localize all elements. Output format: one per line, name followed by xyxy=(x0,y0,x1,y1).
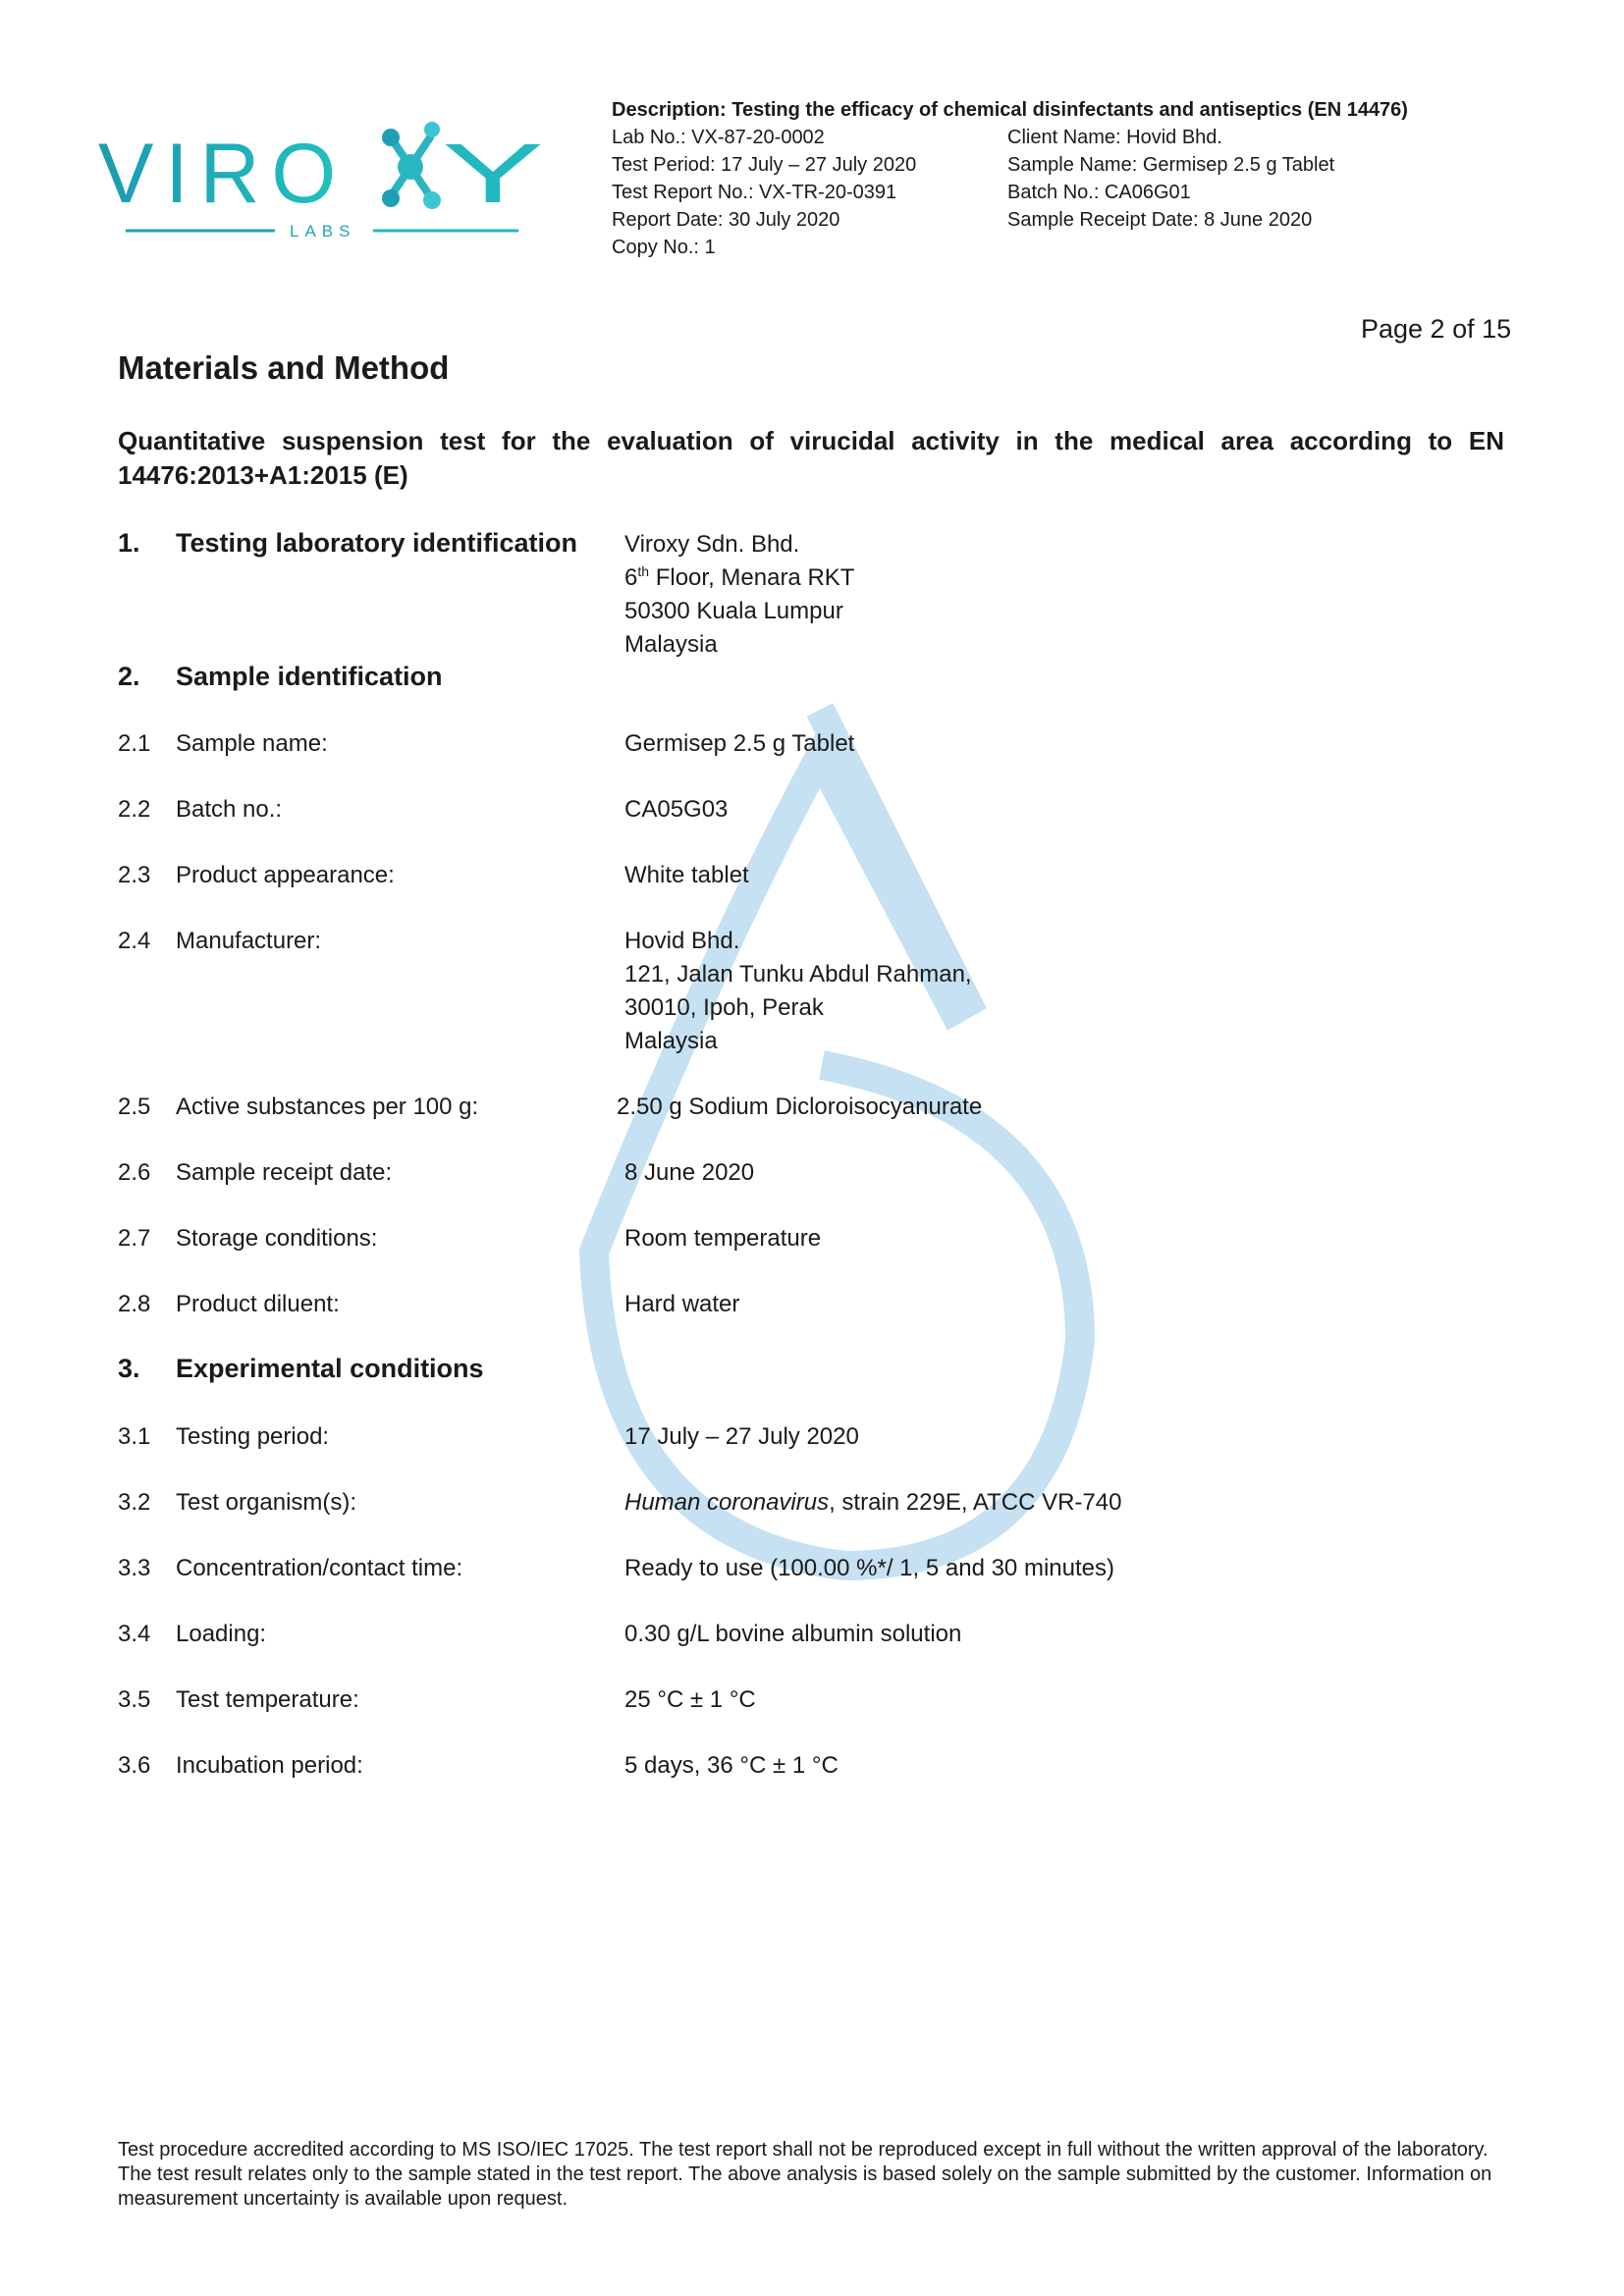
field-label: Manufacturer: xyxy=(176,928,322,954)
section-label: Sample identification xyxy=(176,662,443,691)
field-number: 2.1 xyxy=(118,730,151,757)
field-label: Test organism(s): xyxy=(176,1489,357,1516)
field-number: 3.2 xyxy=(118,1489,151,1516)
section-number: 1. xyxy=(118,528,140,558)
field-value: 25 °C ± 1 °C xyxy=(624,1686,756,1713)
field-value: Germisep 2.5 g Tablet xyxy=(624,730,855,757)
header-description: Description: Testing the efficacy of chemical disinfectants and antiseptics (EN 14476) xyxy=(612,99,1408,121)
field-label: Storage conditions: xyxy=(176,1225,378,1252)
manufacturer-line: Hovid Bhd. xyxy=(624,928,740,954)
field-label: Sample receipt date: xyxy=(176,1159,393,1186)
drop-watermark-icon xyxy=(565,702,1095,1595)
svg-text:VIRO: VIRO xyxy=(98,127,348,221)
field-number: 3.4 xyxy=(118,1621,151,1647)
field-number: 3.6 xyxy=(118,1752,151,1779)
client-name: Client Name: Hovid Bhd. xyxy=(1007,127,1222,148)
field-number: 2.5 xyxy=(118,1094,151,1120)
sample-receipt-date-header: Sample Receipt Date: 8 June 2020 xyxy=(1007,209,1313,231)
field-value: 8 June 2020 xyxy=(624,1159,755,1186)
field-value: CA05G03 xyxy=(624,796,729,823)
manufacturer-line: Malaysia xyxy=(624,1028,718,1054)
field-label: Product appearance: xyxy=(176,862,395,888)
field-number: 2.7 xyxy=(118,1225,151,1252)
report-date: Report Date: 30 July 2020 xyxy=(612,209,840,231)
sample-name-header: Sample Name: Germisep 2.5 g Tablet xyxy=(1007,154,1335,176)
subtitle: Quantitative suspension test for the evaluation of virucidal activity in the medical area according to EN 14476:2013+A1:2015 (E) xyxy=(118,426,1504,490)
field-number: 2.3 xyxy=(118,862,151,888)
section-number: 3. xyxy=(118,1354,140,1383)
field-value: 5 days, 36 °C ± 1 °C xyxy=(624,1752,839,1779)
field-label: Active substances per 100 g: xyxy=(176,1094,479,1120)
section-label: Testing laboratory identification xyxy=(176,528,578,558)
section-label: Experimental conditions xyxy=(176,1354,484,1383)
field-label: Test temperature: xyxy=(176,1686,359,1713)
header-right-column xyxy=(1007,124,1334,234)
test-period: Test Period: 17 July – 27 July 2020 xyxy=(612,154,917,176)
field-number: 2.8 xyxy=(118,1291,151,1317)
viroxy-labs-logo xyxy=(98,98,550,245)
page-title: Materials and Method xyxy=(118,349,450,386)
manufacturer-line: 121, Jalan Tunku Abdul Rahman, xyxy=(624,961,972,988)
field-label: Batch no.: xyxy=(176,796,283,823)
svg-text:LABS: LABS xyxy=(290,222,356,240)
address-line: Viroxy Sdn. Bhd. xyxy=(624,531,800,558)
address-line: Malaysia xyxy=(624,631,718,658)
field-label: Sample name: xyxy=(176,730,328,757)
field-value: Room temperature xyxy=(624,1225,822,1252)
field-value xyxy=(624,925,972,1058)
field-label: Loading: xyxy=(176,1621,267,1647)
field-number: 3.1 xyxy=(118,1423,151,1450)
svg-text:Y: Y xyxy=(442,127,544,221)
field-value: 0.30 g/L bovine albumin solution xyxy=(624,1621,962,1647)
field-value: Human coronavirus, strain 229E, ATCC VR-740 xyxy=(624,1489,1122,1516)
manufacturer-line: 30010, Ipoh, Perak xyxy=(624,994,824,1021)
field-value: Ready to use (100.00 %*/ 1, 5 and 30 minutes) xyxy=(624,1555,1114,1581)
field-label: Product diluent: xyxy=(176,1291,340,1317)
field-number: 3.5 xyxy=(118,1686,151,1713)
lab-no: Lab No.: VX-87-20-0002 xyxy=(612,127,825,148)
field-number: 3.3 xyxy=(118,1555,151,1581)
lab-address xyxy=(624,528,854,662)
footer-disclaimer: Test procedure accredited according to MS ISO/IEC 17025. The test report shall not be reproduced except in full without the written approval of the laboratory. The test result relates only to the sample stated in the test report. The above analysis is based solely on the sample submitted by the customer. Information on measurement uncertainty is available upon request. xyxy=(118,2139,1492,2210)
field-number: 2.2 xyxy=(118,796,151,823)
field-label: Incubation period: xyxy=(176,1752,363,1779)
page-number: Page 2 of 15 xyxy=(1361,314,1512,344)
address-line: 6th Floor, Menara RKT xyxy=(624,563,855,591)
field-number: 2.6 xyxy=(118,1159,151,1186)
field-number: 2.4 xyxy=(118,928,151,954)
field-value: 2.50 g Sodium Dicloroisocyanurate xyxy=(617,1094,983,1120)
field-label: Concentration/contact time: xyxy=(176,1555,463,1581)
header-left-column xyxy=(612,124,916,261)
test-report-no: Test Report No.: VX-TR-20-0391 xyxy=(612,182,897,203)
field-value: 17 July – 27 July 2020 xyxy=(624,1423,859,1450)
address-line: 50300 Kuala Lumpur xyxy=(624,598,843,624)
batch-no-header: Batch No.: CA06G01 xyxy=(1007,182,1191,203)
field-label: Testing period: xyxy=(176,1423,330,1450)
section-number: 2. xyxy=(118,662,140,691)
copy-no: Copy No.: 1 xyxy=(612,237,716,258)
field-value: White tablet xyxy=(624,862,749,888)
field-value: Hard water xyxy=(624,1291,740,1317)
